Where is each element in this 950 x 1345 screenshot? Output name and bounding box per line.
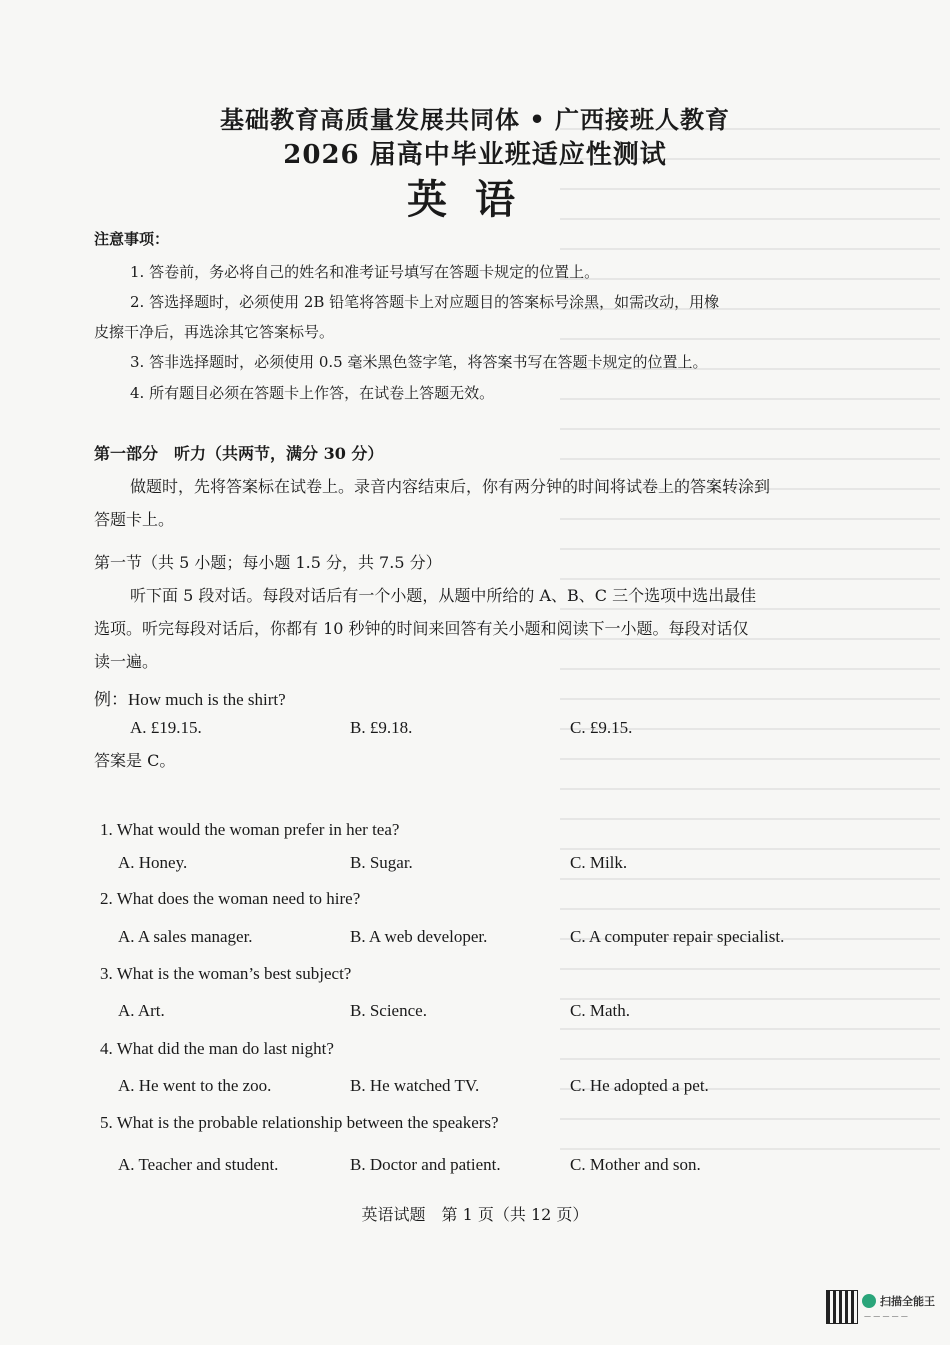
q5-option-b: B. Doctor and patient. — [350, 1155, 501, 1174]
question-5: 5. What is the probable relationship between the speakers? — [100, 1113, 499, 1132]
scanner-logo-icon — [862, 1294, 876, 1308]
section1-instruction: 选项。听完每段对话后，你都有 10 秒钟的时间来回答有关小题和阅读下一小题。每段对话仅 — [94, 619, 749, 638]
note-item: 3. 答非选择题时，必须使用 0.5 毫米黑色签字笔，将答案书写在答题卡规定的位置上。 — [130, 353, 708, 371]
question-2: 2. What does the woman need to hire? — [100, 889, 361, 908]
scanner-watermark — [826, 1290, 936, 1326]
institution-title: 基础教育高质量发展共同体 • 广西接班人教育 — [219, 105, 731, 134]
q3-option-c: C. Math. — [570, 1001, 630, 1020]
q2-option-a: A. A sales manager. — [118, 927, 253, 946]
part1-instruction: 做题时，先将答案标在试卷上。录音内容结束后，你有两分钟的时间将试卷上的答案转涂到 — [130, 477, 771, 496]
q5-option-c: C. Mother and son. — [570, 1155, 701, 1174]
q2-option-b: B. A web developer. — [350, 927, 488, 946]
q3-option-b: B. Science. — [350, 1001, 427, 1020]
note-item: 2. 答选择题时，必须使用 2B 铅笔将答题卡上对应题目的答案标号涂黑，如需改动，用橡 — [130, 293, 720, 311]
q1-option-c: C. Milk. — [570, 853, 628, 872]
question-4: 4. What did the man do last night? — [100, 1039, 334, 1058]
page-footer: 英语试题 第 1 页（共 12 页） — [361, 1205, 589, 1224]
section1-instruction: 读一遍。 — [94, 652, 159, 671]
example-option-a: A. £19.15. — [130, 718, 202, 737]
scanner-brand: 扫描全能王 — [880, 1295, 935, 1308]
question-3: 3. What is the woman’s best subject? — [100, 964, 352, 983]
q2-option-c: C. A computer repair specialist. — [570, 927, 785, 946]
q4-option-b: B. He watched TV. — [350, 1076, 480, 1095]
part1-instruction: 答题卡上。 — [94, 510, 175, 529]
note-item: 4. 所有题目必须在答题卡上作答，在试卷上答题无效。 — [130, 384, 495, 402]
q4-option-a: A. He went to the zoo. — [118, 1076, 272, 1095]
qr-code-icon — [826, 1290, 858, 1324]
bleed-through-shading — [560, 100, 940, 1200]
q3-option-a: A. Art. — [118, 1001, 165, 1020]
section1-instruction: 听下面 5 段对话。每段对话后有一个小题，从题中所给的 A、B、C 三个选项中选出最佳 — [130, 586, 757, 605]
note-item: 1. 答卷前，务必将自己的姓名和准考证号填写在答题卡规定的位置上。 — [130, 263, 600, 281]
scanner-tagline: — — — — — — [864, 1312, 908, 1320]
part1-title: 第一部分 听力（共两节，满分 30 分） — [94, 444, 384, 463]
section1-title: 第一节（共 5 小题；每小题 1.5 分，共 7.5 分） — [94, 553, 442, 572]
example-option-c: C. £9.15. — [570, 718, 633, 737]
note-item: 皮擦干净后，再选涂其它答案标号。 — [94, 323, 335, 341]
q1-option-b: B. Sugar. — [350, 853, 413, 872]
question-1: 1. What would the woman prefer in her tea? — [100, 820, 400, 839]
q5-option-a: A. Teacher and student. — [118, 1155, 279, 1174]
q4-option-c: C. He adopted a pet. — [570, 1076, 709, 1095]
exam-title: 2026 届高中毕业班适应性测试 — [283, 140, 667, 170]
q1-option-a: A. Honey. — [118, 853, 188, 872]
example-option-b: B. £9.18. — [350, 718, 413, 737]
example-answer: 答案是 C。 — [94, 751, 176, 770]
example-question: 例：How much is the shirt? — [94, 690, 286, 709]
subject-title: 英语 — [407, 176, 543, 223]
notes-title: 注意事项： — [94, 230, 170, 248]
